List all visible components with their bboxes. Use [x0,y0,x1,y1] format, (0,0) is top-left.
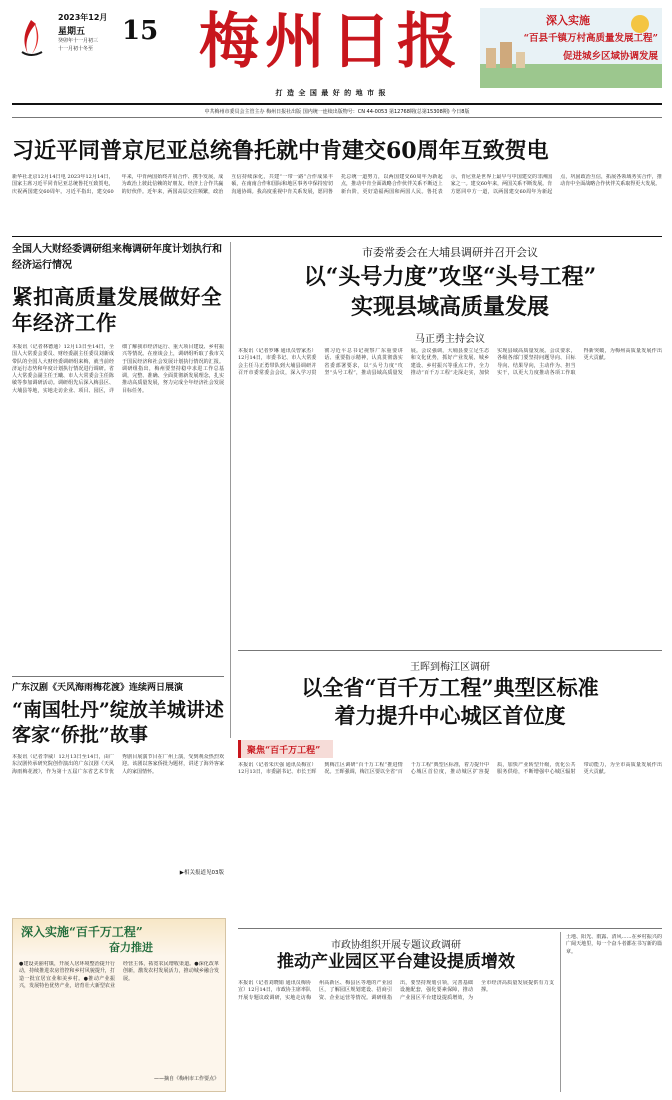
info-rule [12,117,662,118]
center-rule-1 [238,650,662,651]
weekday: 星期五 [58,27,86,37]
masthead-rule [12,103,662,105]
center-story-2-headline-1: 以全省“百千万工程”典型区标准 [301,675,599,700]
lunar-date-1: 癸卯年十一月初三 [58,38,99,44]
center-story-2 [238,656,662,926]
motto: 打 造 全 国 最 好 的 地 市 报 [275,89,387,97]
focus-label [238,740,333,758]
newspaper-logo [14,14,48,60]
feature-text: ●建设美丽村镇，开展人居环境整治提升行动，持续推进农房管控和乡村风貌提升，打造一批宜居宜业和美乡村。●推动产业振兴，发展特色优势产业，培育壮大新型农业经营主体，拓宽农民增收渠道。●深化改革创新，激发农村发展活力，推动城乡融合发展。 [19,961,219,989]
center-story-kicker: 市委常委会在大埔县调研并召开会议 [362,246,538,259]
left-story-kicker: 全国人大财经委调研组来梅调研年度计划执行和经济运行情况 [12,244,222,271]
lead-rule [12,236,662,237]
issue-day: 15 [122,16,159,46]
left-story-2-kicker: 广东汉剧《天风海雨梅花渡》连续两日展演 [12,683,184,693]
bottom-story-text: 本报讯（记者刘晓娟 通讯员梅协宣）12月14日，市政协主席率队开展专题议政调研，实地走访梅州高新区、梅县区等地的产业园区，了解园区规划建设、招商引资、企业运营等情况。调研组指出，要坚持规划引领，完善基础设施配套，强化要素保障，推动产业园区平台建设提质增效，为全市经济高质量发展提供有力支撑。 [238,980,554,1001]
bottom-story-headline: 推动产业园区平台建设提质增效 [277,952,515,972]
feature-note: ——摘自《梅州市工作要点》 [153,1076,219,1082]
feature-subtitle: 奋力推进 [109,941,153,954]
left-story-2-note: ▶相关报道见03版 [179,870,224,876]
left-rule-1 [12,676,224,677]
date-top: 2023年12月 [58,13,108,22]
newspaper-title: 梅州日报 [199,7,463,77]
lunar-date-2: 十一月初十冬至 [58,46,94,52]
left-story-text: 本报讯（记者林德通）12月13日至14日，全国人大常委会委员、财经委副主任委员刘新成带队的全国人大财经委调研组来梅，就当前经济运行态势和年度计划执行情况进行调研。省人大常委会副主任王曦、市人大常委会主任陈敏等参加调研活动。调研组先后深入梅县区、大埔县等地，实地走访企业、项目、园区，详细了解我市经济运行、重大项目建设、乡村振兴等情况。在座谈会上，调研组听取了我市关于国民经济和社会发展计划执行情况的汇报。调研组指出，梅州要坚持稳中求进工作总基调，完整、准确、全面贯彻新发展理念，扎实推动高质量发展，努力完成全年经济社会发展目标任务。 [12,344,224,394]
center-story-headline-2: 实现县域高质量发展 [350,294,549,320]
center-story-2-kicker: 王晖到梅江区调研 [410,662,490,673]
center-story-byline: 马正勇主持会议 [415,334,485,345]
left-story [12,242,224,674]
right-ad-text: 土地、阳光、雨露、清风……在乡村振兴的广阔天地里，每一个奋斗者都在书写新的篇章。 [566,934,662,955]
lead-text: 新华社北京12月14日电 2023年12月14日，国家主席习近平同肯尼亚总统鲁托互致贺电，庆祝两国建交60周年。习近平指出，建交60年来，中肯两国始终并肩合作、携手发展，成为政治上彼此信赖的好朋友、经济上合作共赢的好伙伴。近年来，两国高层交往频繁，政治互信持续深化，共建“一带一路”合作成果丰硕，在南南合作和国际和地区事务中保持密切沟通协调。我高度重视中肯关系发展，愿同鲁托总统一道努力，以两国建交60周年为新起点，推动中肯全面战略合作伙伴关系不断迈上新台阶，更好造福两国和两国人民。鲁托表示，肯尼亚是世界上最早与中国建交的非洲国家之一。建交60年来，两国关系不断发展。肯方愿同中方一道，以两国建交60周年为新起点，巩固政治互信，拓展各领域务实合作，推动肯中全面战略合作伙伴关系取得更大发展。 [12,174,662,195]
promo-line-2: 促进城乡区域协调发展 [562,51,658,62]
promo-banner [480,8,662,88]
feature-title: 深入实施“百千万工程” [21,925,143,939]
left-story-headline: 紧扣高质量发展做好全年经济工作 [12,285,222,335]
left-story-2-headline: “南国牡丹”绽放羊城讲述客家“侨批”故事 [12,699,224,746]
center-story-text: 本报讯（记者罗琳 通讯员曾家杰）12月14日，市委书记、市人大常委会主任马正勇带队到大埔县调研并召开市委常委会会议，深入学习贯彻习近平总书记视察广东重要讲话、重要指示精神，认真贯彻落实省委部署要求，以“头号力度”攻坚“头号工程”，推动县域高质量发展。会议强调，大埔县要立足生态和文化优势，抓好产业发展、城乡建设、乡村振兴等重点工作，全力推动“百千万工程”走深走实，加快实现县域高质量发展。会议要求，各级各部门要坚持问题导向、目标导向、结果导向，主动作为、担当实干，以更大力度推动各项工作取得新突破，为梅州高质量发展作出更大贡献。 [238,348,662,376]
column-divider-1 [230,242,231,738]
promo-title: 深入实施 [546,14,590,27]
center-story-headline-1: 以“头号力度”攻坚“头号工程” [303,264,597,290]
column-divider-2 [560,932,561,1092]
center-rule-2 [238,928,662,929]
lead-headline: 习近平同普京尼亚总统鲁托就中肯建交60周年互致贺电 [12,138,549,164]
promo-line-1: “百县千镇万村高质量发展工程” [523,33,658,44]
publication-info: 中共梅州市委员会主管主办 梅州日报社出版 国内统一连续出版物号：CN 44-0053 第12768期(总第15308期) 今日8版 [204,109,470,115]
left-story-2 [12,682,224,912]
feature-box [12,918,226,1092]
masthead [0,0,672,118]
bottom-story-kicker: 市政协组织开展专题议政调研 [331,940,461,951]
center-story [238,242,662,650]
center-story-2-text: 本报讯（记者朱庆强 通讯员梅宣）12月13日，市委副书记、市长王晖到梅江区调研“百千万工程”推进情况。王晖强调，梅江区要以全省“百千万工程”典型区标准，着力提升中心城区首位度，推动城区扩容提质，加快产业转型升级，优化公共服务供给，不断增强中心城区辐射带动能力，为全市高质量发展作出更大贡献。 [238,762,662,776]
center-story-2-headline-2: 着力提升中心城区首位度 [334,703,566,728]
bottom-story [238,932,554,1092]
left-story-2-text: 本报讯（记者李威）12月13日至14日，由广东汉剧传承研究院创作演出的广东汉剧《天风海雨梅花渡》，作为第十五届广东省艺术节优秀剧目展演节目在广州上演，受到观众热烈欢迎。该剧以客家侨批为题材，讲述了海外客家人的家国情怀。 [12,754,224,775]
focus-label-text: 聚焦“百千万工程” [247,746,321,756]
